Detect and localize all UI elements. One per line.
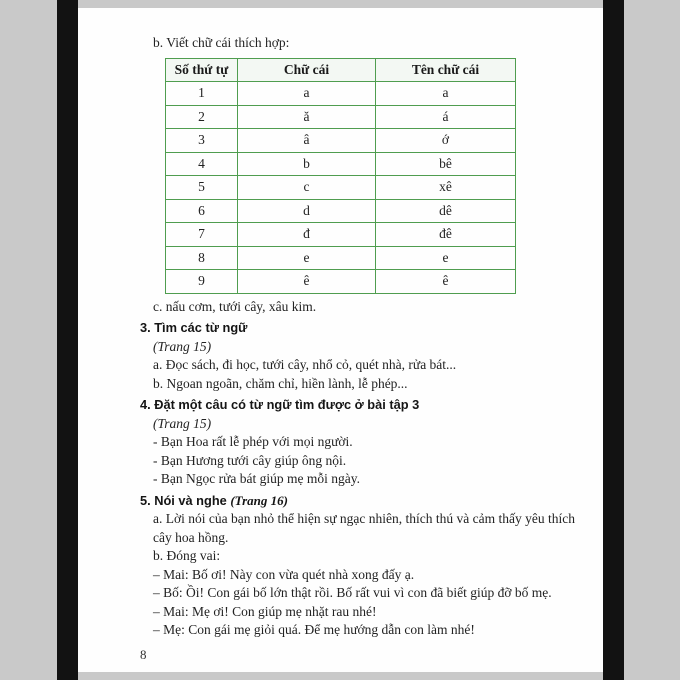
cell: 7 (166, 223, 238, 247)
cell: dê (376, 199, 516, 223)
cell: e (376, 246, 516, 270)
section-4-item: - Bạn Hoa rất lễ phép với mọi người. (153, 434, 353, 449)
cell: ă (238, 105, 376, 129)
page-number: 8 (140, 646, 147, 662)
cell: 8 (166, 246, 238, 270)
cell: ê (238, 270, 376, 294)
cell: xê (376, 176, 516, 200)
cell: e (238, 246, 376, 270)
table-row (166, 246, 516, 270)
cell: 2 (166, 105, 238, 129)
cell: d (238, 199, 376, 223)
left-black-bar (57, 0, 78, 680)
section-4-trang: (Trang 15) (153, 415, 212, 431)
table-row (166, 152, 516, 176)
cell: a (238, 82, 376, 106)
cell: ê (376, 270, 516, 294)
dialog-line: – Mai: Mẹ ơi! Con giúp mẹ nhặt rau nhé! (153, 603, 377, 619)
cell: 3 (166, 129, 238, 153)
right-black-bar (603, 0, 624, 680)
section-5-para-b: b. Đóng vai: (153, 548, 221, 563)
table-row (166, 129, 516, 153)
cell: 4 (166, 152, 238, 176)
section-3-trang: (Trang 15) (153, 338, 212, 354)
cell: ớ (376, 129, 516, 153)
section-5-title-text: 5. Nói và nghe (140, 492, 227, 508)
table-row (166, 82, 516, 106)
header-chu-cai: Chữ cái (238, 58, 376, 82)
table-row (166, 270, 516, 294)
book-page (78, 8, 603, 672)
alphabet-table (165, 58, 516, 294)
cell: 6 (166, 199, 238, 223)
dialog-line: – Mẹ: Con gái mẹ giỏi quá. Để mẹ hướng dẫn con làm nhé! (153, 622, 475, 637)
cell: b (238, 152, 376, 176)
table-row (166, 199, 516, 223)
table-header-row (166, 58, 516, 82)
section-3-title: 3. Tìm các từ ngữ (140, 320, 248, 335)
section-5-title (140, 492, 591, 511)
section-3-item-b: b. Ngoan ngoãn, chăm chỉ, hiền lành, lễ phép... (153, 375, 408, 391)
section-5-para-a: a. Lời nói của bạn nhỏ thể hiện sự ngạc nhiên, thích thú và cảm thấy yêu thích cây hoa hồng. (153, 511, 575, 545)
cell: 5 (166, 176, 238, 200)
section-4-item: - Bạn Ngọc rửa bát giúp mẹ mỗi ngày. (153, 471, 361, 486)
section-4-title: 4. Đặt một câu có từ ngữ tìm được ở bài tập 3 (140, 397, 420, 412)
dialog-line: – Mai: Bố ơi! Này con vừa quét nhà xong đấy ạ. (153, 566, 415, 582)
header-ten-chu-cai: Tên chữ cái (376, 58, 516, 82)
dialog-line: – Bố: Ồi! Con gái bố lớn thật rồi. Bố rất vui vì con đã biết giúp đỡ bố mẹ. (153, 585, 552, 600)
cell: á (376, 105, 516, 129)
cell: đ (238, 223, 376, 247)
section-3-item-a: a. Đọc sách, đi học, tưới cây, nhổ cỏ, quét nhà, rửa bát... (153, 357, 457, 372)
section-5-trang: (Trang 16) (230, 492, 288, 508)
page-content (78, 8, 603, 664)
table-row (166, 105, 516, 129)
cell: a (376, 82, 516, 106)
section-4-item: - Bạn Hương tưới cây giúp ông nội. (153, 452, 347, 468)
cell: c (238, 176, 376, 200)
cell: â (238, 129, 376, 153)
cell: đê (376, 223, 516, 247)
cell: 9 (166, 270, 238, 294)
cell: 1 (166, 82, 238, 106)
line-c: c. nấu cơm, tưới cây, xâu kim. (153, 298, 317, 314)
line-b-intro: b. Viết chữ cái thích hợp: (153, 35, 290, 50)
table-row (166, 176, 516, 200)
cell: bê (376, 152, 516, 176)
header-so-thu-tu: Số thứ tự (166, 58, 238, 82)
table-row (166, 223, 516, 247)
